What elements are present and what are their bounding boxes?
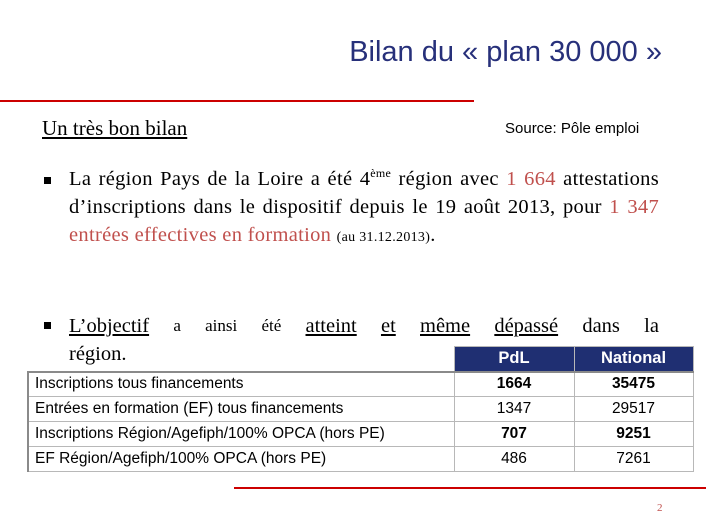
table-cell-national: 29517: [574, 397, 693, 422]
table-row: [28, 422, 693, 447]
bullet2-line: [69, 312, 659, 340]
bullet-square-icon: [44, 177, 51, 184]
table-header-row: [28, 347, 693, 372]
table-header-blank: [28, 347, 454, 372]
bullet2-line: région.: [69, 343, 127, 365]
table-row: [28, 447, 693, 472]
bullet1-text: région avec: [391, 168, 507, 190]
table-row: [28, 397, 693, 422]
source-note: Source: Pôle emploi: [505, 120, 640, 137]
table-cell-national: 9251: [574, 422, 693, 447]
table-cell-national: 7261: [574, 447, 693, 472]
bullet1-text: .: [430, 224, 436, 246]
bullet2-word: dans: [582, 315, 620, 337]
bullet2-word: et: [380, 315, 396, 337]
bullet1-text: La région Pays de la Loire a été 4: [69, 168, 371, 190]
bullet2-word: la: [644, 315, 659, 337]
bullet-square-icon: [44, 322, 51, 329]
bullet2-word: même: [420, 315, 471, 337]
table-cell-national: 35475: [574, 372, 693, 397]
bullet-text-1: [69, 165, 659, 252]
table-cell-label: Inscriptions tous financements: [28, 372, 454, 397]
results-table: [27, 346, 694, 472]
bullet2-word: atteint: [305, 315, 357, 337]
bullet2-word: été: [261, 316, 282, 335]
table-cell-pdl: 1664: [454, 372, 574, 397]
slide-title: Bilan du « plan 30 000 »: [349, 36, 662, 68]
bullet2-word: L’objectif: [69, 315, 150, 337]
slide-subtitle: Un très bon bilan: [42, 116, 188, 140]
bullet2-word: a: [173, 316, 181, 335]
table-cell-label: EF Région/Agefiph/100% OPCA (hors PE): [28, 447, 454, 472]
table-header-pdl: PdL: [454, 347, 574, 372]
top-divider: [0, 100, 474, 102]
table-cell-pdl: 707: [454, 422, 574, 447]
table-header-national: National: [574, 347, 693, 372]
bullet1-highlight: 1 347 entrées effectives en formation: [69, 196, 660, 246]
bullet1-text: attestations d’inscriptions dans le dispositif depuis le 19 août 2013, pour: [69, 168, 659, 218]
bullet2-word: ainsi: [205, 316, 238, 335]
table-cell-pdl: 1347: [454, 397, 574, 422]
table-cell-label: Inscriptions Région/Agefiph/100% OPCA (hors PE): [28, 422, 454, 447]
bullet1-superscript: ème: [370, 166, 392, 180]
bullet1-date-note: (au 31.12.2013): [336, 230, 431, 245]
bullet2-word: dépassé: [494, 315, 559, 337]
table-cell-pdl: 486: [454, 447, 574, 472]
page-number: 2: [657, 502, 663, 514]
table-cell-label: Entrées en formation (EF) tous financements: [28, 397, 454, 422]
bullet1-highlight: 1 664: [506, 168, 556, 190]
table-row: [28, 372, 693, 397]
bottom-divider: [234, 487, 706, 489]
